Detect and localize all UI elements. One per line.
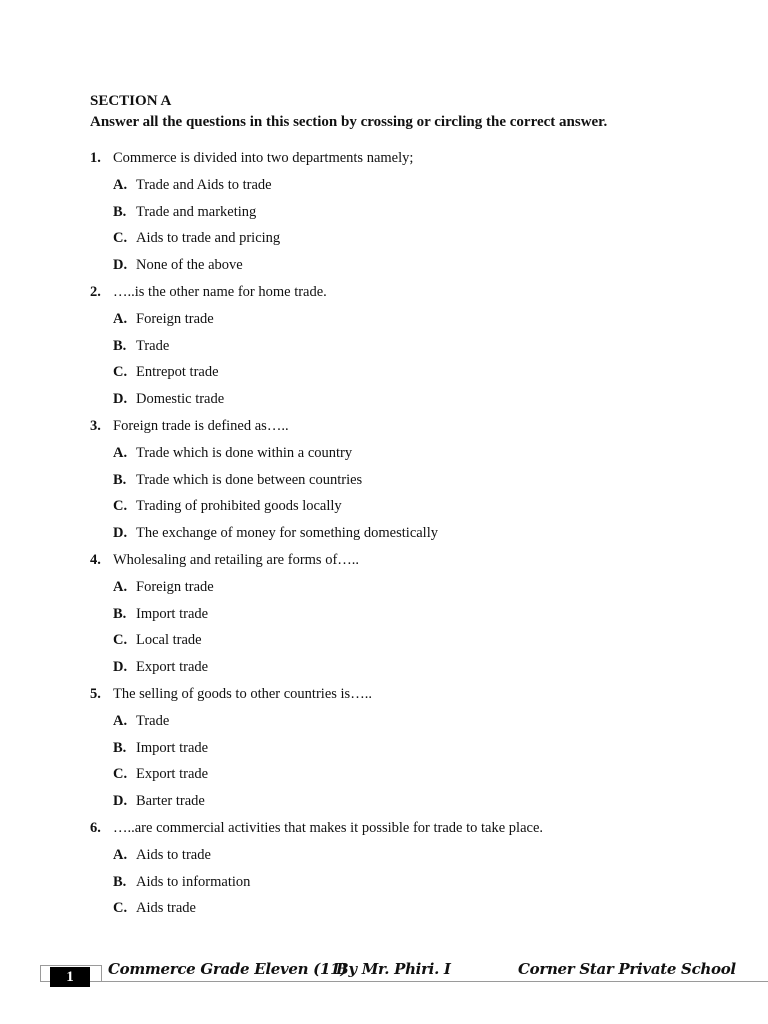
question-number: 2. [90, 283, 101, 300]
option-letter: C. [113, 766, 128, 783]
option-text: Export trade [136, 659, 209, 676]
question-item [90, 281, 730, 415]
option-letter: D. [113, 793, 128, 810]
answer-option[interactable] [90, 790, 730, 817]
question-item [90, 549, 730, 683]
answer-option[interactable] [90, 335, 730, 362]
option-letter: B. [113, 873, 127, 890]
option-text: Trade which is done between countries [136, 471, 363, 488]
option-letter: D. [113, 391, 128, 408]
question-item [90, 147, 730, 281]
answer-option[interactable] [90, 629, 730, 656]
option-letter: B. [113, 605, 127, 622]
option-text: Export trade [136, 766, 209, 783]
question-text: The selling of goods to other countries is….. [113, 685, 372, 702]
option-text: None of the above [136, 257, 243, 274]
option-letter: D. [113, 659, 128, 676]
option-text: Aids trade [136, 900, 196, 917]
option-letter: A. [113, 578, 128, 595]
option-text: Foreign trade [136, 578, 214, 595]
option-text: Import trade [136, 739, 209, 756]
option-letter: B. [113, 337, 127, 354]
option-text: Trade [136, 337, 170, 354]
option-text: Trading of prohibited goods locally [136, 498, 342, 515]
question-text: …..are commercial activities that makes it possible for trade to take place. [113, 819, 544, 836]
question-line [90, 683, 730, 710]
footer-author: By Mr. Phiri. I [336, 960, 451, 978]
answer-option[interactable] [90, 361, 730, 388]
question-text: Wholesaling and retailing are forms of….. [113, 551, 360, 568]
option-text: Barter trade [136, 793, 205, 810]
answer-option[interactable] [90, 844, 730, 871]
answer-option[interactable] [90, 227, 730, 254]
option-letter: C. [113, 364, 128, 381]
option-letter: B. [113, 203, 127, 220]
answer-option[interactable] [90, 871, 730, 898]
answer-option[interactable] [90, 763, 730, 790]
question-number: 5. [90, 685, 101, 702]
answer-option[interactable] [90, 308, 730, 335]
option-text: Trade [136, 712, 170, 729]
option-letter: B. [113, 471, 127, 488]
question-number: 3. [90, 417, 101, 434]
footer-rule [40, 981, 768, 982]
page-number: 1 [50, 967, 90, 987]
option-text: Entrepot trade [136, 364, 219, 381]
option-letter: A. [113, 444, 128, 461]
question-text: Foreign trade is defined as….. [113, 417, 289, 434]
answer-option[interactable] [90, 522, 730, 549]
question-line [90, 817, 730, 844]
answer-option[interactable] [90, 174, 730, 201]
question-number: 1. [90, 150, 101, 166]
option-letter: B. [113, 739, 127, 756]
answer-option[interactable] [90, 254, 730, 281]
option-text: Trade and marketing [136, 203, 257, 220]
option-letter: A. [113, 176, 128, 193]
answer-option[interactable] [90, 576, 730, 603]
option-text: The exchange of money for something domestically [136, 525, 438, 542]
answer-option[interactable] [90, 603, 730, 630]
question-list [90, 147, 730, 924]
option-letter: A. [113, 846, 128, 863]
section-instructions: Answer all the questions in this section by crossing or circling the correct answer. [90, 114, 608, 130]
option-letter: C. [113, 632, 128, 649]
option-text: Local trade [136, 632, 202, 649]
question-item [90, 415, 730, 549]
answer-option[interactable] [90, 737, 730, 764]
answer-option[interactable] [90, 897, 730, 924]
option-letter: C. [113, 900, 128, 917]
answer-option[interactable] [90, 656, 730, 683]
page-footer [0, 955, 768, 995]
option-text: Aids to trade [136, 846, 211, 863]
option-text: Aids to information [136, 873, 251, 890]
question-line [90, 281, 730, 308]
option-letter: A. [113, 310, 128, 327]
question-number: 6. [90, 819, 101, 836]
answer-option[interactable] [90, 388, 730, 415]
answer-option[interactable] [90, 495, 730, 522]
option-text: Trade and Aids to trade [136, 176, 272, 193]
option-letter: D. [113, 525, 128, 542]
question-line [90, 415, 730, 442]
question-text: Commerce is divided into two departments namely; [113, 150, 414, 166]
option-text: Import trade [136, 605, 209, 622]
question-item [90, 817, 730, 924]
option-text: Aids to trade and pricing [136, 230, 281, 247]
question-line [90, 147, 730, 174]
answer-option[interactable] [90, 442, 730, 469]
question-number: 4. [90, 551, 101, 568]
option-letter: D. [113, 257, 128, 274]
footer-school: Corner Star Private School [518, 960, 736, 978]
question-text: …..is the other name for home trade. [113, 283, 327, 300]
question-line [90, 549, 730, 576]
option-letter: C. [113, 498, 128, 515]
option-text: Domestic trade [136, 391, 225, 408]
footer-course: Commerce Grade Eleven (11) [108, 960, 348, 978]
option-letter: C. [113, 230, 128, 247]
answer-option[interactable] [90, 201, 730, 228]
option-text: Foreign trade [136, 310, 214, 327]
section-title: SECTION A [90, 93, 172, 109]
answer-option[interactable] [90, 710, 730, 737]
answer-option[interactable] [90, 469, 730, 496]
option-text: Trade which is done within a country [136, 444, 353, 461]
option-letter: A. [113, 712, 128, 729]
question-item [90, 683, 730, 817]
